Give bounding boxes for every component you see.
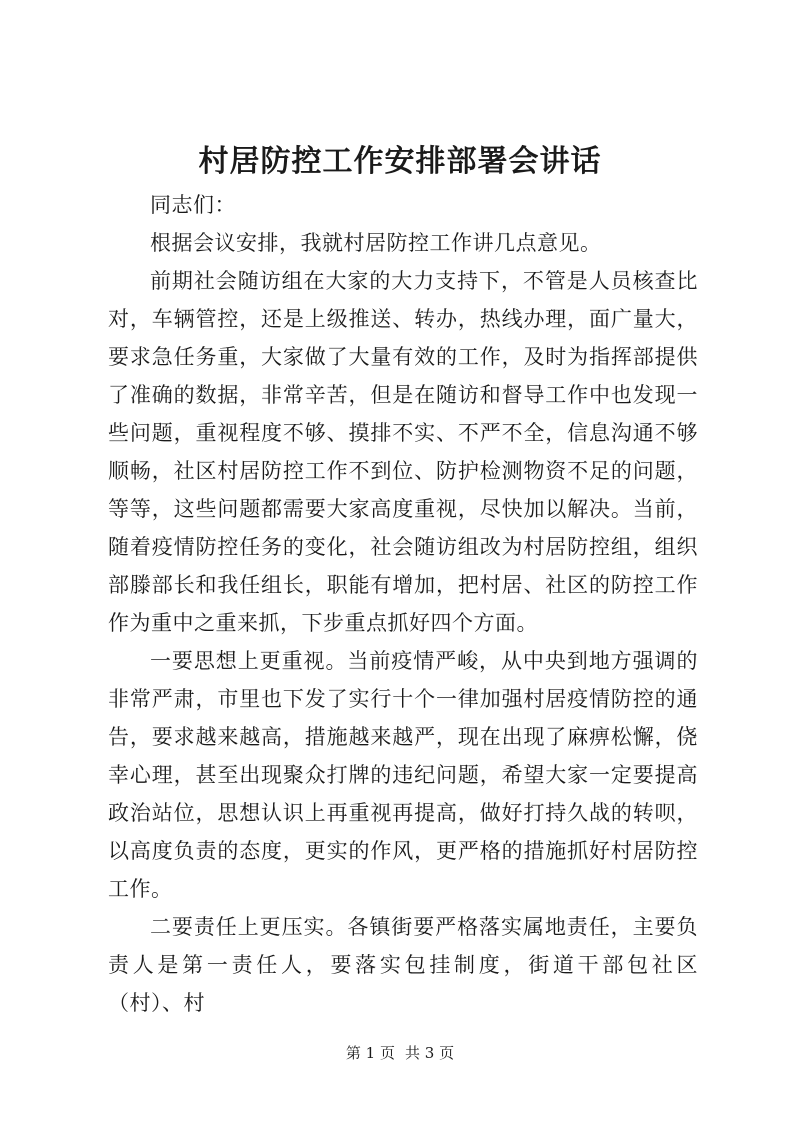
page-total: 共 3 页 — [405, 1044, 455, 1062]
document-title: 村居防控工作安排部署会讲话 — [198, 144, 602, 179]
body-paragraph-1: 前期社会随访组在大家的大力支持下，不管是人员核查比对，车辆管控，还是上级推送、转办，热线办理，面广量大，要求急任务重，大家做了大量有效的工作，及时为指挥部提供了准确的数据，非常辛苦，但是在随访和督导工作中也发现一些问题，重视程度不够、摸排不实、不严不全，信息沟通不够顺畅，社区村居防控工作不到位、防护检测物资不足的问题，等等，这些问题都需要大家高度重视，尽快加以解决。当前，随着疫情防控任务的变化，社会随访组改为村居防控组，组织部滕部长和我任组长，职能有增加，把村居、社区的防控工作作为重中之重来抓，下步重点抓好四个方面。 — [108, 269, 698, 635]
intro-paragraph: 根据会议安排，我就村居防控工作讲几点意见。 — [150, 231, 602, 255]
body-paragraph-2: 一要思想上更重视。当前疫情严峻，从中央到地方强调的非常严肃，市里也下发了实行十个一律加强村居疫情防控的通告，要求越来越高，措施越来越严，现在出现了麻痹松懈，侥幸心理，甚至出现聚众打牌的违纪问题，希望大家一定要提高政治站位，思想认识上再重视再提高，做好打持久战的转呗，以高度负责的态度，更实的作风，更严格的措施抓好村居防控工作。 — [108, 649, 698, 901]
page-footer — [0, 1042, 800, 1064]
page-number: 第 1 页 — [345, 1044, 395, 1062]
body-paragraph-3: 二要责任上更压实。各镇街要严格落实属地责任，主要负责人是第一责任人，要落实包挂制度，街道干部包社区（村）、村 — [108, 915, 698, 1015]
document-body — [108, 186, 698, 1022]
salutation-paragraph: 同志们： — [150, 193, 236, 217]
